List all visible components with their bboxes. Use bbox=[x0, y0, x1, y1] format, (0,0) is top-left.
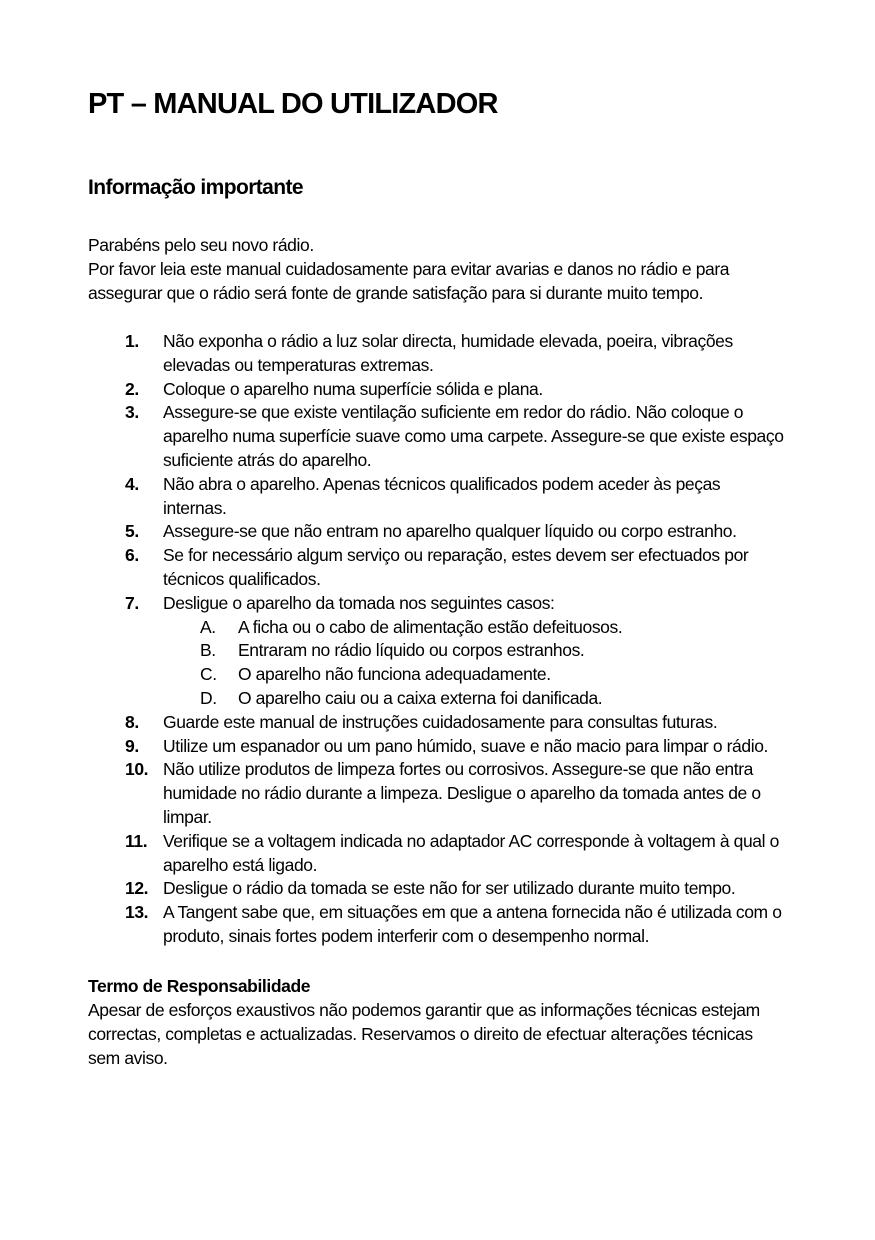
list-item bbox=[88, 877, 788, 901]
sub-item-letter: A. bbox=[200, 616, 216, 637]
list-item bbox=[88, 473, 788, 521]
sub-list-item bbox=[88, 639, 788, 663]
item-text: Guarde este manual de instruções cuidadosamente para consultas futuras. bbox=[163, 711, 718, 732]
item-number: 6. bbox=[125, 545, 139, 566]
sub-item-text: O aparelho não funciona adequadamente. bbox=[238, 664, 551, 685]
item-text: Desligue o aparelho da tomada nos seguintes casos: bbox=[163, 592, 555, 613]
list-item bbox=[88, 378, 788, 402]
list-item bbox=[88, 901, 788, 949]
sub-item-text: Entraram no rádio líquido ou corpos estranhos. bbox=[238, 640, 585, 661]
item-text: Desligue o rádio da tomada se este não for ser utilizado durante muito tempo. bbox=[163, 878, 736, 899]
sub-list-item bbox=[88, 616, 788, 640]
unplug-cases bbox=[88, 616, 788, 711]
sub-item-text: A ficha ou o cabo de alimentação estão defeituosos. bbox=[238, 616, 623, 637]
item-number: 5. bbox=[125, 521, 139, 542]
item-number: 9. bbox=[125, 735, 139, 756]
item-text: A Tangent sabe que, em situações em que a antena fornecida não é utilizada com o produto, sinais fortes podem interferir com o desempenho normal. bbox=[163, 902, 782, 946]
item-number: 4. bbox=[125, 473, 139, 494]
item-text: Coloque o aparelho numa superfície sólida e plana. bbox=[163, 378, 543, 399]
list-item bbox=[88, 735, 788, 759]
disclaimer-text: Apesar de esforços exaustivos não podemos garantir que as informações técnicas estejam correctas, completas e actualizadas. Reservamos o direito de efectuar alterações técnicas sem aviso. bbox=[88, 1000, 760, 1068]
intro-line-1: Parabéns pelo seu novo rádio. bbox=[88, 235, 314, 255]
item-text: Não utilize produtos de limpeza fortes ou corrosivos. Assegure-se que não entra humidade no rádio durante a limpeza. Desligue o aparelho da tomada antes de o limpar. bbox=[163, 759, 761, 827]
item-text: Utilize um espanador ou um pano húmido, suave e não macio para limpar o rádio. bbox=[163, 735, 768, 756]
sub-item-text: O aparelho caiu ou a caixa externa foi danificada. bbox=[238, 687, 603, 708]
item-text: Assegure-se que existe ventilação suficiente em redor do rádio. Não coloque o aparelho numa superfície suave como uma carpete. Assegure-se que existe espaço suficiente atrás do aparelho. bbox=[163, 402, 784, 470]
sub-item-letter: C. bbox=[200, 664, 217, 685]
list-item bbox=[88, 711, 788, 735]
intro-paragraph bbox=[88, 233, 788, 305]
item-number: 12. bbox=[125, 878, 149, 899]
unplug-cases-list bbox=[88, 616, 788, 711]
intro-line-2: Por favor leia este manual cuidadosamente para evitar avarias e danos no rádio e para assegurar que o rádio será fonte de grande satisfação para si durante muito tempo. bbox=[88, 259, 730, 303]
list-item bbox=[88, 830, 788, 878]
item-number: 8. bbox=[125, 711, 139, 732]
item-number: 3. bbox=[125, 402, 139, 423]
item-number: 10. bbox=[125, 759, 149, 780]
item-number: 1. bbox=[125, 331, 139, 351]
sub-item-letter: D. bbox=[200, 687, 217, 708]
page-title: PT – MANUAL DO UTILIZADOR bbox=[88, 88, 498, 120]
item-number: 11. bbox=[125, 830, 148, 851]
list-item bbox=[88, 401, 788, 472]
item-number: 7. bbox=[125, 592, 139, 613]
list-item bbox=[88, 330, 788, 378]
item-text: Não abra o aparelho. Apenas técnicos qualificados podem aceder às peças internas. bbox=[163, 473, 721, 518]
list-item bbox=[88, 758, 788, 829]
item-text: Assegure-se que não entram no aparelho qualquer líquido ou corpo estranho. bbox=[163, 521, 737, 542]
safety-instructions-list bbox=[88, 330, 788, 949]
list-item bbox=[88, 520, 788, 544]
sub-item-letter: B. bbox=[200, 640, 216, 661]
disclaimer-section bbox=[88, 974, 788, 1070]
sub-list-item bbox=[88, 663, 788, 687]
sub-list-item bbox=[88, 687, 788, 711]
section-heading: Informação importante bbox=[88, 176, 303, 199]
item-text: Verifique se a voltagem indicada no adaptador AC corresponde à voltagem à qual o aparelho está ligado. bbox=[163, 830, 779, 875]
item-number: 2. bbox=[125, 378, 139, 399]
item-number: 13. bbox=[125, 902, 149, 923]
item-text: Se for necessário algum serviço ou reparação, estes devem ser efectuados por técnicos qualificados. bbox=[163, 545, 749, 589]
disclaimer-heading: Termo de Responsabilidade bbox=[88, 976, 311, 996]
item-text: Não exponha o rádio a luz solar directa, humidade elevada, poeira, vibrações elevadas ou temperaturas extremas. bbox=[163, 331, 733, 375]
list-item bbox=[88, 544, 788, 592]
list-item bbox=[88, 592, 788, 616]
